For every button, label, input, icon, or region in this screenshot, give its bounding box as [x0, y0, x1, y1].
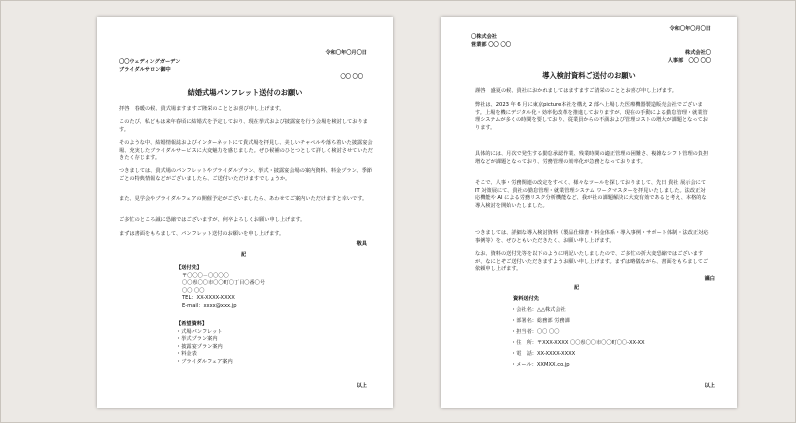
address-line: E-mail：xxxx@xxx.jp	[182, 302, 237, 309]
list-item: ・ 披露宴プラン案内	[176, 344, 233, 352]
closing-keigu: 敬具	[356, 241, 367, 247]
field-row: ・電 話：XX-XXXX-XXXX	[511, 351, 576, 357]
field-row: ・会社名：△△株式会社	[511, 307, 566, 313]
request-heading: 【希望資料】	[176, 321, 208, 327]
sender-name: 〇〇 〇〇	[340, 74, 363, 80]
requested-materials-block	[176, 321, 233, 367]
paragraph: ご多忙のところ誠に恐縮ではございますが、何卒よろしくお願い申し上げます。	[119, 217, 306, 223]
list-item: ・ 料金表	[176, 351, 233, 359]
recipient-line-2: 営業部 〇〇 〇〇	[471, 42, 511, 48]
field-value: XXMXX.co.jp	[536, 362, 570, 368]
paragraph: つきましては、貴式場のパンフレットやブライダルプラン、挙式・披露宴会場の案内資料、料金プラン、季節ごとの特典情報などがございましたら、ご送付いただけますでしょうか。	[119, 168, 372, 182]
field-value: 〇〇 〇〇	[536, 329, 560, 335]
field-label: 会社名	[516, 307, 532, 313]
field-value: △△株式会社	[536, 307, 566, 313]
sender-company: 株式会社〇	[685, 50, 711, 56]
delivery-fields	[511, 307, 645, 373]
list-item: ・ ブライダルフェア案内	[176, 359, 233, 367]
address-heading: 【送付先】	[176, 265, 202, 271]
list-item: ・ 挙式プラン案内	[176, 336, 233, 344]
paragraph: 弊社は、2023 年 6 月に東京picture本社を構え 2 部へ上場した医療機器製造販売会社でございます。上場を機にデジタル化・効率化改革を推進しておりますが、現在の手動による勤怠管理・就業管理システムが多くの時間を要しており、従業員からの不満および管理コストの増大が課題となっております。	[475, 102, 708, 131]
address-line: TEL：XX-XXXX-XXXX	[182, 295, 235, 302]
paragraph: そこで、人事・労務関連の改定をすべく、様々なツールを探しておりまして、先日 貴社 展示会にて IT 対策展にて、貴社の勤怠管理・就業管理システム ワークマスターを拝見いたしました。法改正対応機能や AI による労務リスク分析機能など、我が社の課題解決に大変有効であると考え、本格的な導入検討を開始いたしました。	[475, 180, 707, 209]
field-row: ・メール：XXMXX.co.jp	[511, 362, 570, 368]
closing-ijo: 以上	[704, 383, 715, 389]
delivery-details-block	[503, 296, 539, 304]
list-item: ・ 式場パンフレット	[176, 329, 233, 337]
recipient-line-2: ブライダルサロン御中	[119, 67, 171, 73]
paragraph: 拝啓 春暖の候、貴式場ますますご隆栄のこととお喜び申し上げます。	[119, 106, 285, 112]
paragraph: また、見学会やブライダルフェアの開催予定がございましたら、あわせてご案内いただけますと幸いです。	[119, 196, 368, 202]
letter-title: 結婚式場パンフレット送付のお願い	[187, 88, 303, 97]
document-page-wedding-request	[97, 17, 393, 408]
field-row: ・住 所：〒XXX-XXXX 〇〇県〇〇市〇〇町〇〇-XX-XX	[511, 340, 645, 346]
field-row: ・担当者：〇〇 〇〇	[511, 329, 560, 335]
closing-keigu: 謹白	[704, 276, 715, 282]
date: 令和〇年〇月〇日	[669, 26, 711, 32]
paragraph: このたび、私どもは来年春頃に結婚式を予定しており、現在挙式および披露宴を行う会場を検討しております。	[119, 119, 368, 133]
address-line: 〒〇〇〇－〇〇〇〇	[182, 272, 229, 279]
address-line: 〇〇県〇〇市〇〇町〇丁目〇番〇号	[182, 280, 266, 287]
letter-title: 導入検討資料ご送付のお願い	[542, 71, 636, 80]
field-value: 〒XXX-XXXX 〇〇県〇〇市〇〇町〇〇-XX-XX	[536, 340, 645, 346]
address-block	[176, 265, 265, 311]
date: 令和〇年〇月〇日	[325, 50, 367, 56]
recipient-line-1: 〇〇ウェディングガーデン	[119, 59, 181, 65]
address-heading: 資料送付先	[513, 296, 539, 302]
ki-marker: 記	[574, 285, 580, 291]
field-label: 部署名	[516, 318, 532, 324]
field-label: 電 話	[516, 351, 532, 357]
ki-marker: 記	[241, 252, 247, 258]
paragraph: 謹啓 盛夏の候、貴社におかれましてはますますご清栄のこととお喜び申し上げます。	[475, 88, 677, 94]
field-label: 住 所	[516, 340, 532, 346]
paragraph: 具体的には、月次で発生する勤怠承認作業、残業時間の適正管理の困難さ、複雑なシフト管理の負担増などが課題となっており、労務管理の効率化が急務となっております。	[475, 151, 709, 165]
closing-ijo: 以上	[356, 383, 367, 389]
field-label: メール	[516, 362, 532, 368]
field-value: 総務部 労務課	[536, 318, 570, 324]
recipient-line-1: 〇株式会社	[471, 34, 497, 40]
paragraph: そのような中、結婚情報誌およびインターネットにて貴式場を拝見し、美しいチャペルや落ち着いた披露宴会場、充実したブライダルサービスに大変魅力を感じました。ぜひ候補のひとつとして詳しく検討させていただきたく存じます。	[119, 140, 373, 162]
address-line: 〇〇 〇〇	[182, 287, 205, 294]
paragraph: まずは書面をもちまして、パンフレット送付のお願いを申し上げます。	[119, 231, 285, 237]
sender-person: 人事部 〇〇 〇〇	[667, 58, 711, 64]
field-row: ・部署名：総務部 労務課	[511, 318, 570, 324]
document-page-material-request	[441, 17, 737, 408]
field-value: XX-XXXX-XXXX	[536, 351, 576, 357]
field-label: 担当者	[516, 329, 532, 335]
paragraph: つきましては、詳細な導入検討資料（製品仕様書・料金体系・導入事例・サポート体制・法改正対応事例等）を、ぜひともいただきたく、お願い申し上げます。	[475, 230, 709, 244]
paragraph: なお、資料の送付先等を以下のように明記いたしましたので、ご多忙の折大変恐縮ではございますが、なにとぞご送付いただきますようお願い申し上げます。まずは略儀ながら、書面をもちましてご依頼申し上げます。	[475, 251, 709, 273]
